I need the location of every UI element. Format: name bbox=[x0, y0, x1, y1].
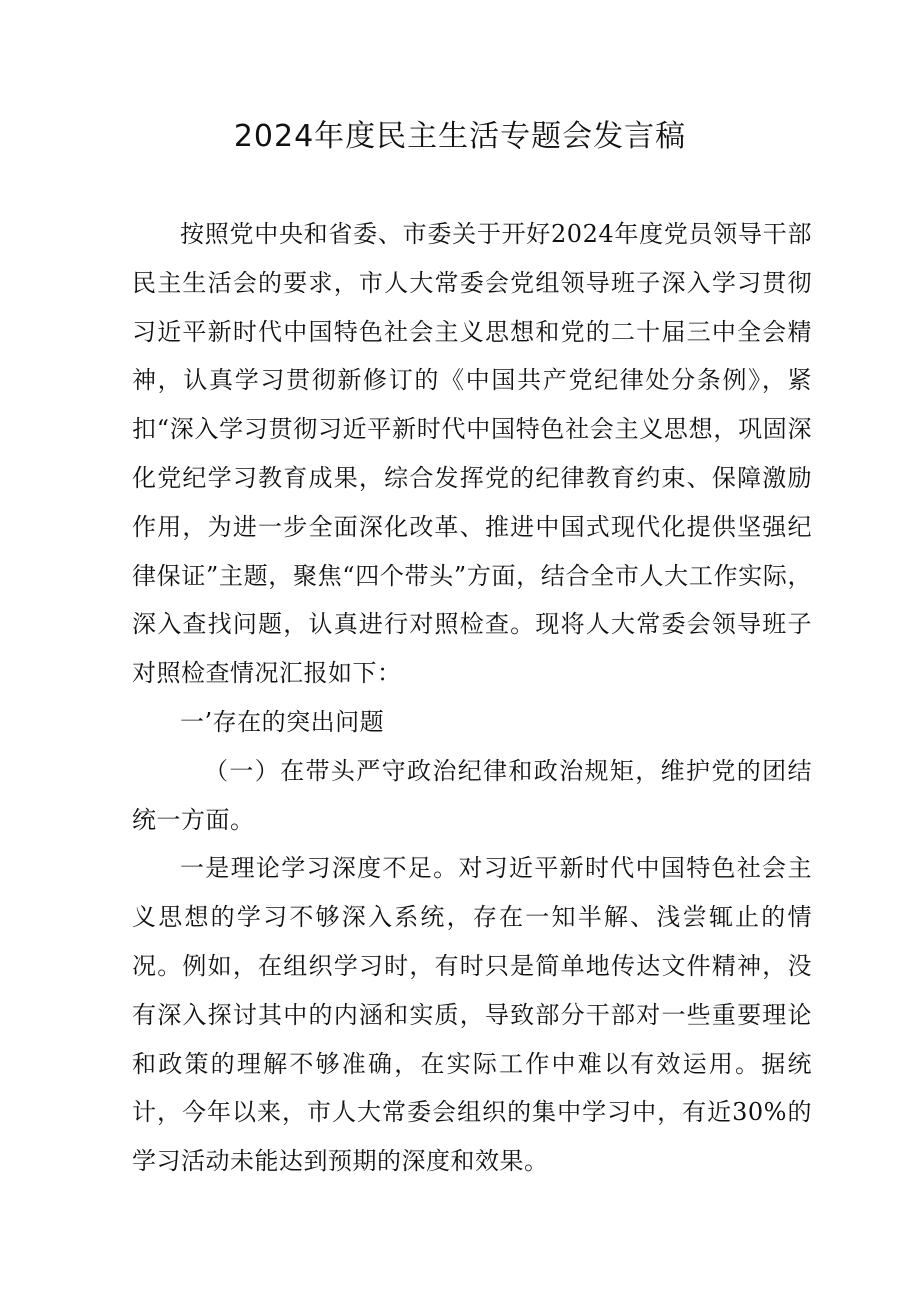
point-theory-study-paragraph: 一是理论学习深度不足。对习近平新时代中国特色社会主义思想的学习不够深入系统，存在一知半解、浅尝辄止的情况。例如，在组织学习时，有时只是简单地传达文件精神，没有深入探讨其中的内涵和实质，导致部分干部对一些重要理论和政策的理解不够准确，在实际工作中难以有效运用。据统计，今年以来，市人大常委会组织的集中学习中，有近30%的学习活动未能达到预期的深度和效果。 bbox=[132, 854, 812, 1176]
subsection-heading-political-discipline: （一）在带头严守政治纪律和政治规矩，维护党的团结统一方面。 bbox=[132, 756, 812, 834]
document-title: 2024年度民主生活专题会发言稿 bbox=[233, 119, 687, 154]
document-body bbox=[132, 210, 812, 1186]
intro-paragraph: 按照党中央和省委、市委关于开好2024年度党员领导干部民主生活会的要求，市人大常委会党组领导班子深入学习贯彻习近平新时代中国特色社会主义思想和党的二十届三中全会精神，认真学习贯彻新修订的《中国共产党纪律处分条例》，紧扣“深入学习贯彻习近平新时代中国特色社会主义思想，巩固深化党纪学习教育成果，综合发挥党的纪律教育约束、保障激励作用，为进一步全面深化改革、推进中国式现代化提供坚强纪律保证”主题，聚焦“四个带头”方面，结合全市人大工作实际，深入查找问题，认真进行对照检查。现将人大常委会领导班子对照检查情况汇报如下： bbox=[132, 220, 812, 688]
section-heading-problems: 一’存在的突出问题 bbox=[180, 707, 385, 736]
